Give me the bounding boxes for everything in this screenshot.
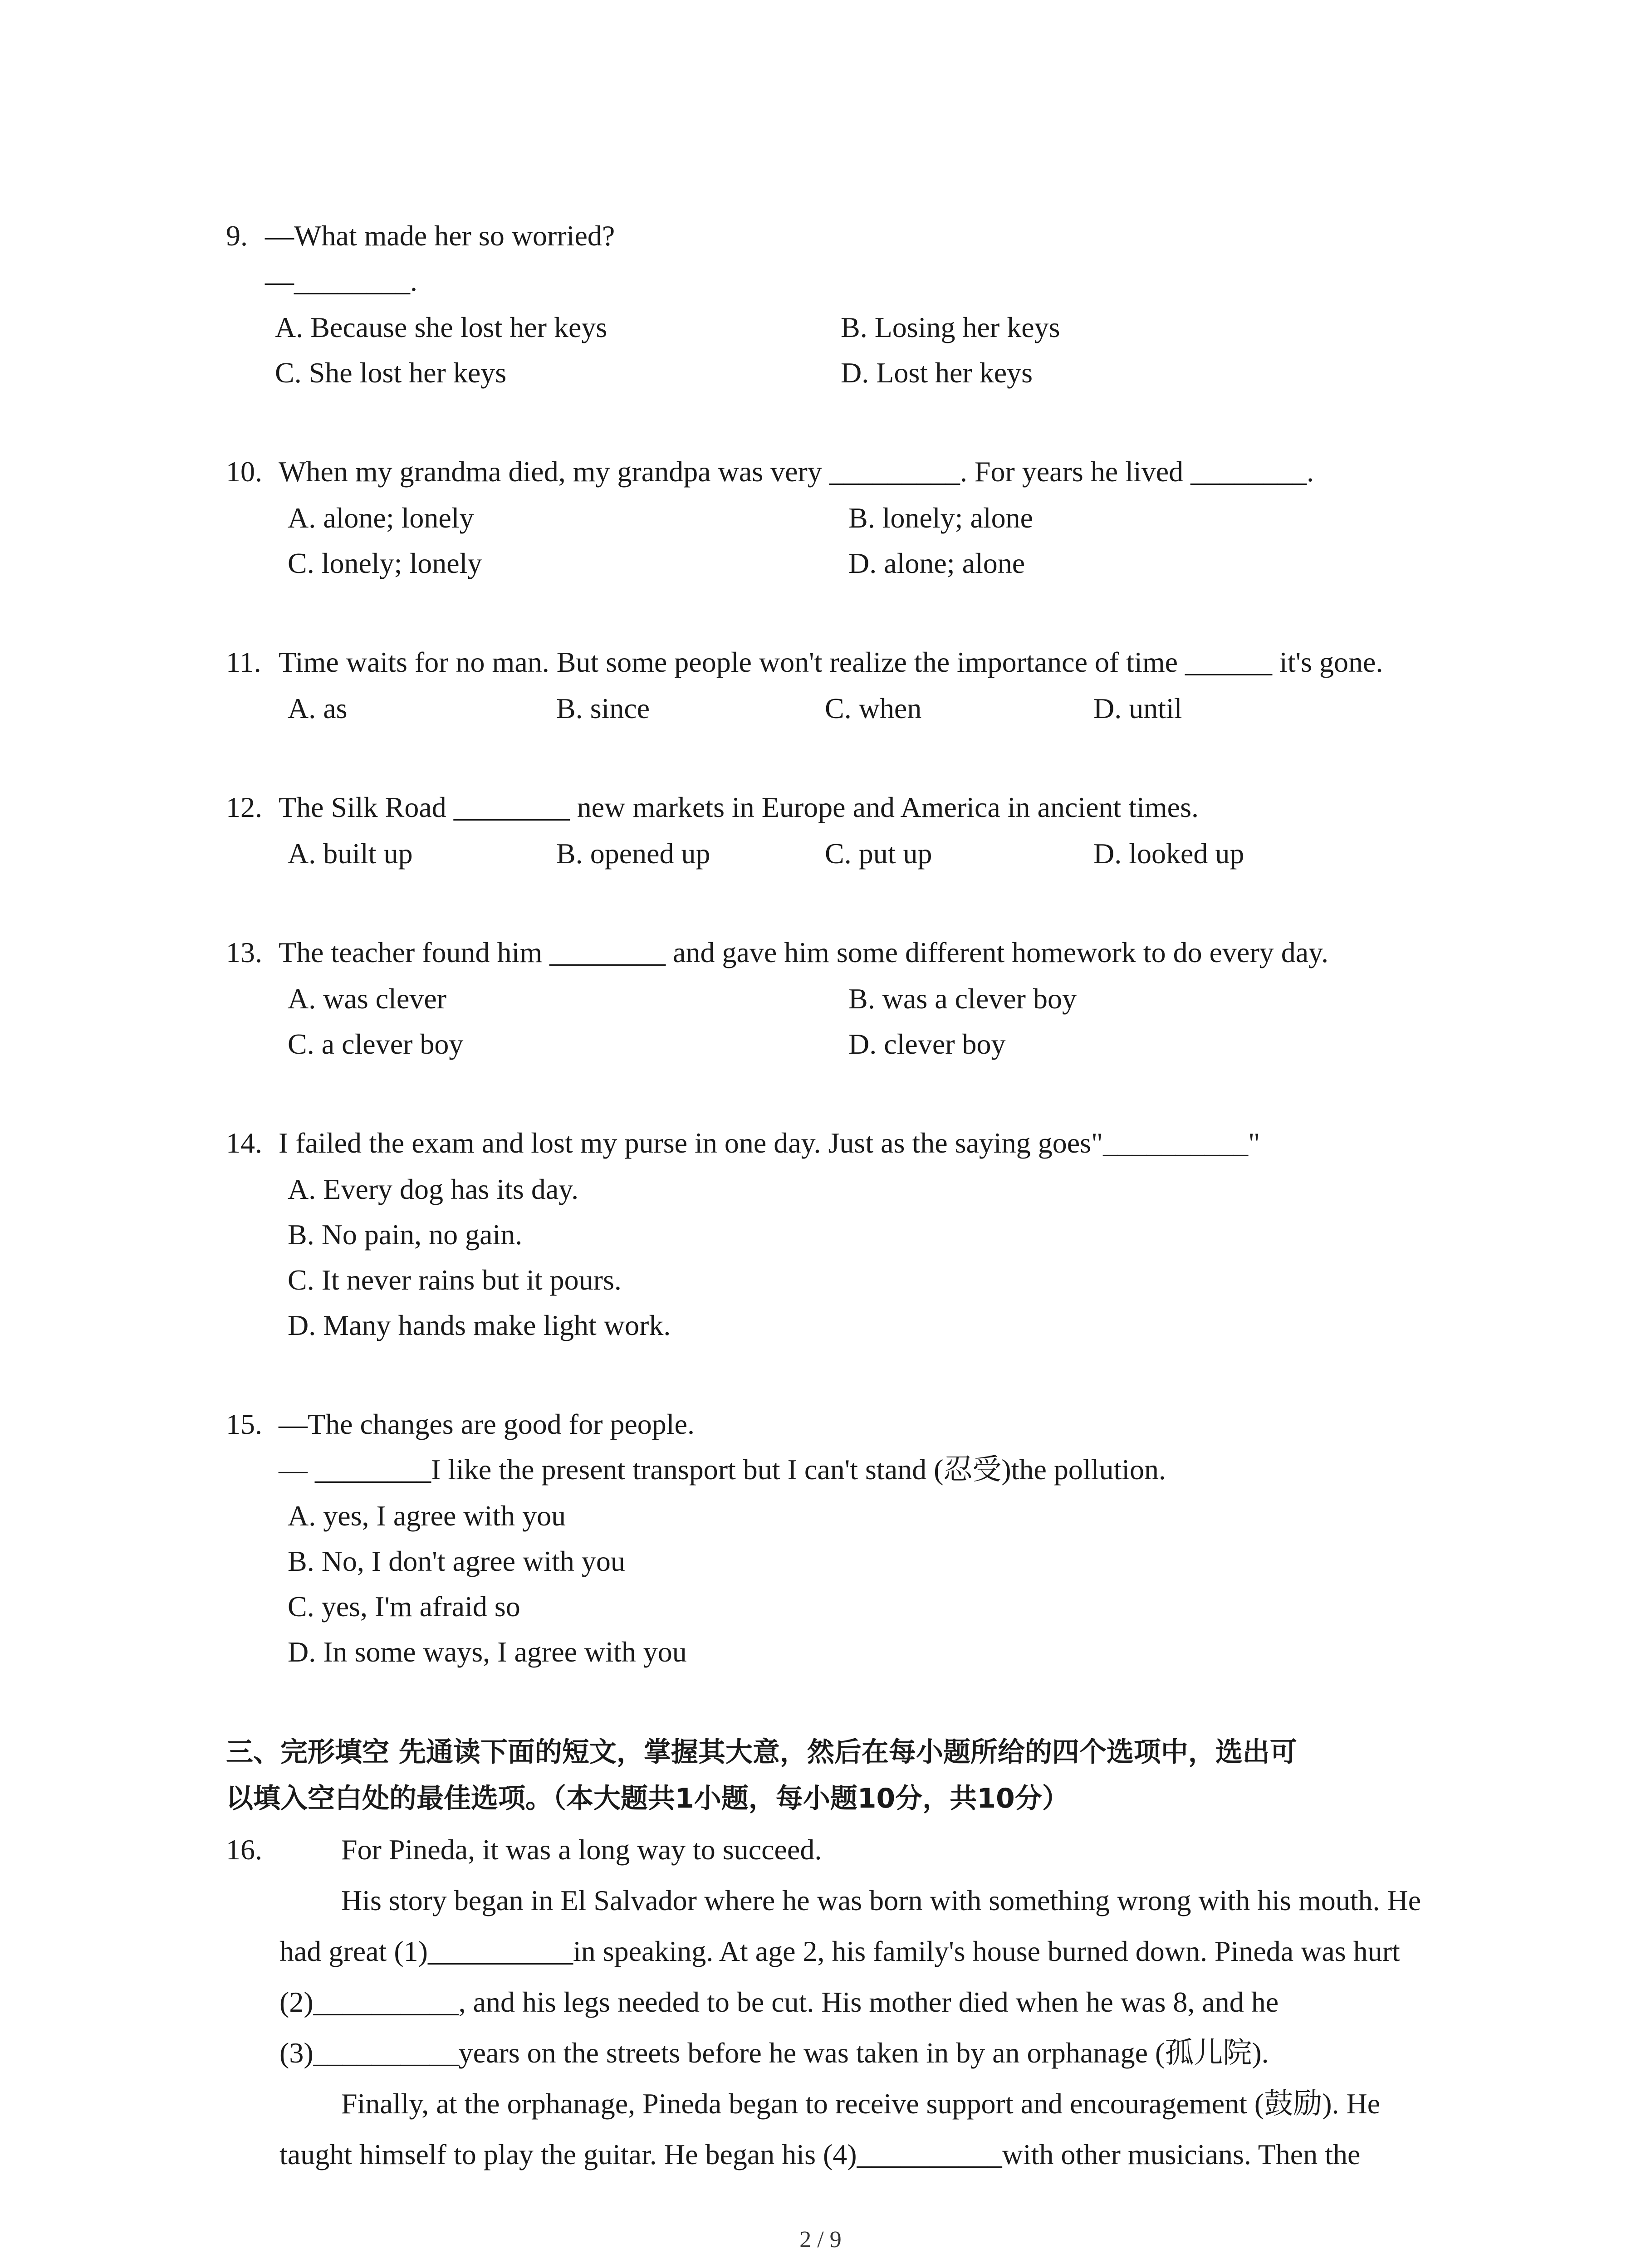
section-heading <box>226 1729 1460 1822</box>
option-d[interactable]: D. Lost her keys <box>841 357 1033 389</box>
option-a[interactable]: A. built up <box>288 837 413 870</box>
option-c[interactable]: C. a clever boy <box>288 1028 464 1060</box>
passage-paragraph: For Pineda, it was a long way to succeed. <box>341 1833 822 1866</box>
option-a[interactable]: A. yes, I agree with you <box>288 1500 566 1532</box>
option-d[interactable]: D. until <box>1093 692 1182 724</box>
question-stem: —What made her so worried? <box>265 220 615 252</box>
question-stem: —The changes are good for people. <box>279 1408 695 1440</box>
option-a[interactable]: A. as <box>288 692 348 724</box>
question-stem: When my grandma died, my grandpa was very _________. For years he lived ________. <box>279 455 1314 488</box>
question-stem: Time waits for no man. But some people won't realize the importance of time ______ it's gone. <box>279 646 1383 678</box>
question-number: 13. <box>226 936 262 968</box>
question-number: 12. <box>226 791 262 823</box>
question-stem: I failed the exam and lost my purse in one day. Just as the saying goes"__________" <box>279 1127 1260 1159</box>
option-d[interactable]: D. alone; alone <box>848 547 1025 579</box>
question-stem: — ________I like the present transport but I can't stand (忍受)the pollution. <box>279 1453 1166 1486</box>
option-c[interactable]: C. She lost her keys <box>275 357 507 389</box>
option-b[interactable]: B. since <box>556 692 650 724</box>
question-number: 15. <box>226 1408 262 1440</box>
option-b[interactable]: B. No pain, no gain. <box>288 1218 523 1251</box>
option-c[interactable]: C. put up <box>825 837 932 870</box>
option-d[interactable]: D. Many hands make light work. <box>288 1309 671 1341</box>
passage-paragraph: His story began in El Salvador where he was born with something wrong with his mouth. He had great (1)__________in speaking. At age 2, his family's house burned down. Pineda was hurt (2)__________, and his legs needed to be cut. His mother died when he was 8, and he (3)__________years on the streets before he was taken in by an orphanage (孤儿院). <box>279 1884 1421 2069</box>
option-d[interactable]: D. clever boy <box>848 1028 1006 1060</box>
option-a[interactable]: A. alone; lonely <box>288 502 474 534</box>
option-a[interactable]: A. Every dog has its day. <box>288 1173 579 1205</box>
question-stem: The Silk Road ________ new markets in Europe and America in ancient times. <box>279 791 1199 823</box>
page-number: 2 / 9 <box>799 2227 842 2253</box>
option-c[interactable]: C. when <box>825 692 922 724</box>
question-stem: The teacher found him ________ and gave him some different homework to do every day. <box>279 936 1328 968</box>
question-number: 9. <box>226 220 248 252</box>
option-c[interactable]: C. yes, I'm afraid so <box>288 1590 520 1623</box>
section-heading-line: 以填入空白处的最佳选项。（本大题共1小题，每小题10分，共10分） <box>226 1783 1069 1814</box>
question-number: 16. <box>226 1833 262 1866</box>
question-stem: —________. <box>265 265 417 297</box>
option-b[interactable]: B. lonely; alone <box>848 502 1034 534</box>
passage-paragraph: Finally, at the orphanage, Pineda began to receive support and encouragement (鼓励). He taught himself to play the guitar. He began his (4)__________with other musicians. Then the <box>279 2087 1381 2170</box>
option-b[interactable]: B. opened up <box>556 837 710 870</box>
section-heading-line: 三、完形填空 先通读下面的短文，掌握其大意，然后在每小题所给的四个选项中，选出可 <box>226 1736 1297 1768</box>
option-d[interactable]: D. In some ways, I agree with you <box>288 1636 687 1668</box>
option-a[interactable]: A. Because she lost her keys <box>275 311 607 343</box>
question-number: 11. <box>226 646 261 678</box>
option-a[interactable]: A. was clever <box>288 982 447 1015</box>
option-c[interactable]: C. lonely; lonely <box>288 547 482 579</box>
option-c[interactable]: C. It never rains but it pours. <box>288 1264 622 1296</box>
question-number: 10. <box>226 455 262 488</box>
option-d[interactable]: D. looked up <box>1093 837 1244 870</box>
option-b[interactable]: B. was a clever boy <box>848 982 1077 1015</box>
option-b[interactable]: B. Losing her keys <box>841 311 1060 343</box>
question-number: 14. <box>226 1127 262 1159</box>
cloze-passage <box>279 1824 1441 2180</box>
option-b[interactable]: B. No, I don't agree with you <box>288 1545 625 1577</box>
